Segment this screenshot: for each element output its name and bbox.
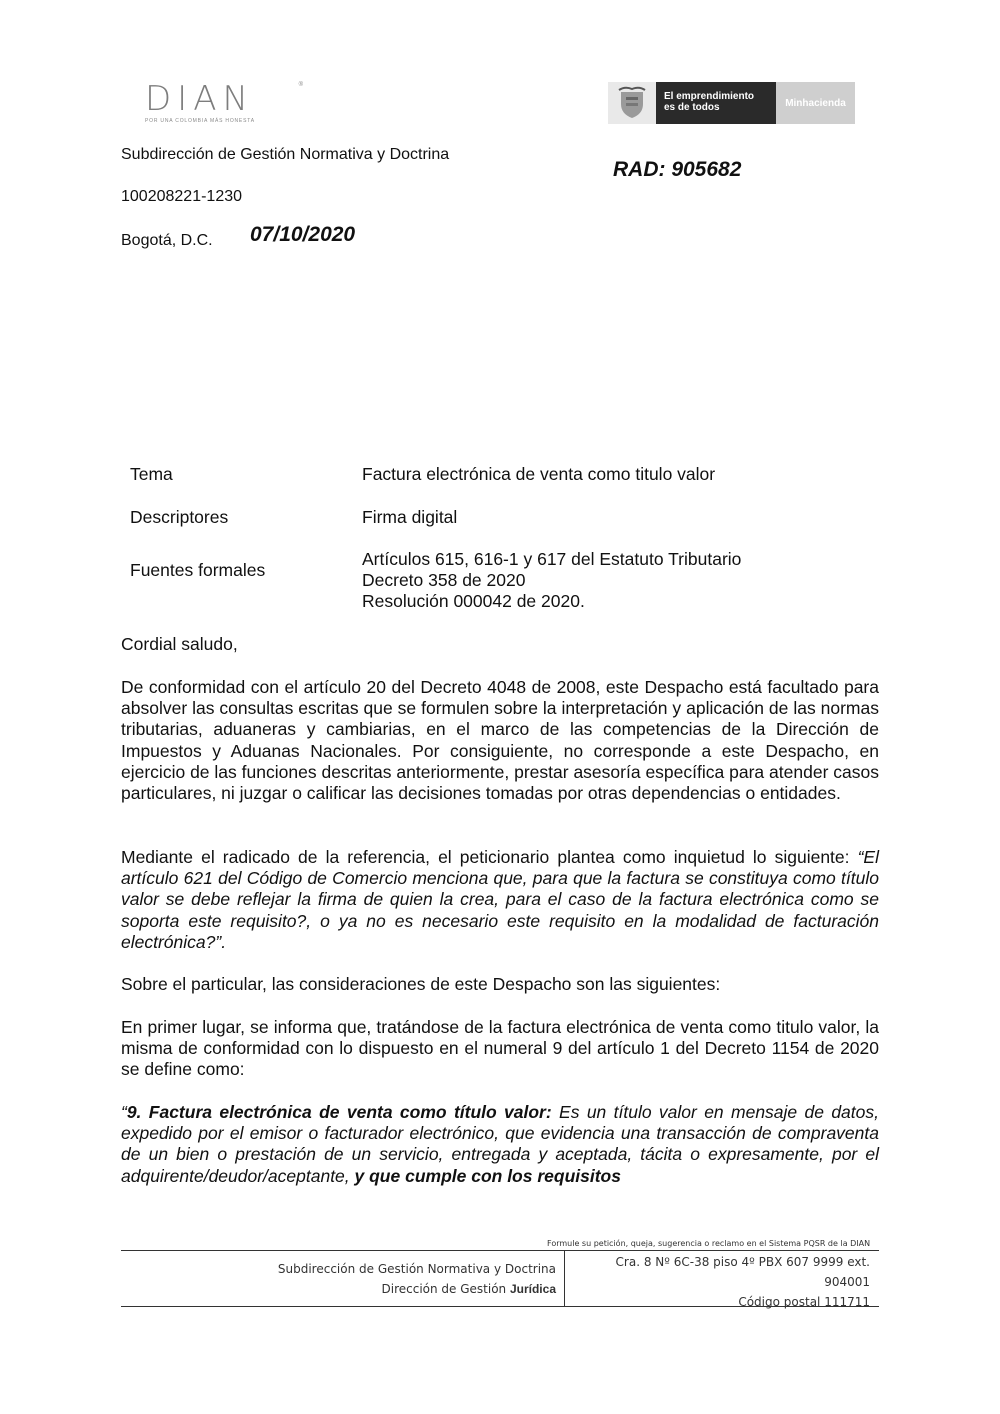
fuentes-label: Fuentes formales <box>130 560 266 580</box>
descriptores-value: Firma digital <box>362 507 458 527</box>
gov-slogan-line1: El emprendimiento <box>664 91 755 102</box>
definition-open-quote: “ <box>121 1102 127 1122</box>
definition-text: Es un título valor en mensaje de datos, expedido por el emisor o facturador electrónico, que evidencia una transacción de compraventa de un bien o prestación de un servicio, entregada y aceptada, tácita o expresamente, por el adquirente/deudor/aceptante, <box>121 1102 879 1186</box>
footer-divider <box>564 1250 565 1306</box>
question-intro: Mediante el radicado de la referencia, el peticionario plantea como inquietud lo siguiente: <box>121 847 858 867</box>
ministry-name: Minhacienda <box>776 82 855 124</box>
tema-label: Tema <box>130 464 173 484</box>
descriptores-label: Descriptores <box>130 507 229 527</box>
dian-logo-word: DIAN <box>145 79 254 119</box>
fuentes-value <box>362 549 741 612</box>
definition-text-bold: y que cumple con los requisitos <box>354 1165 621 1186</box>
footer-office-emph: Jurídica <box>509 1282 556 1296</box>
dian-logo <box>145 79 305 124</box>
fuentes-value-line: Artículos 615, 616-1 y 617 del Estatuto Tributario <box>362 549 742 569</box>
footer-office-line2 <box>200 1279 556 1299</box>
fuentes-value-line: Resolución 000042 de 2020. <box>362 591 585 611</box>
fuentes-value-line: Decreto 358 de 2020 <box>362 570 526 590</box>
paragraph-first-point: En primer lugar, se informa que, tratándose de la factura electrónica de venta como titulo valor, la misma de conformidad con lo dispuesto en el numeral 9 del artículo 1 del Decreto 1154 de 2020 se define como: <box>121 1017 879 1080</box>
pqsr-note: Formule su petición, queja, sugerencia o reclamo en el Sistema PQSR de la DIAN <box>547 1239 871 1248</box>
footer-address-line1: Cra. 8 Nº 6C-38 piso 4º PBX 607 9999 ext. <box>615 1255 870 1269</box>
city: Bogotá, D.C. <box>121 232 213 249</box>
paragraph-competence: De conformidad con el artículo 20 del Decreto 4048 de 2008, este Despacho está facultado para absolver las consultas escritas que se formulen sobre la interpretación y aplicación de las normas tributarias, aduaneras y cambiarias, en el marco de las competencias de la Dirección de Impuestos y Aduanas Nacionales. Por consiguiente, no corresponde a este Despacho, en ejercicio de las funciones descritas anteriormente, prestar asesoría específica para atender casos particulares, ni juzgar o calificar las decisiones tomadas por otras dependencias o entidades. <box>121 677 879 804</box>
tema-value: Factura electrónica de venta como titulo valor <box>362 464 716 484</box>
footer-address-line2: 904001 <box>824 1275 870 1289</box>
coat-of-arms-icon <box>608 82 656 124</box>
paragraph-question <box>121 847 879 953</box>
government-logo <box>608 82 855 124</box>
rad-stamp: RAD: 905682 <box>613 158 742 181</box>
dian-registered-mark: ® <box>298 82 303 88</box>
footer-top-rule <box>121 1250 879 1251</box>
date-stamp: 07/10/2020 <box>250 223 356 246</box>
footer-office-line1: Subdirección de Gestión Normativa y Doctrina <box>277 1262 556 1276</box>
gov-slogan <box>656 82 776 124</box>
footer-office-prefix: Dirección de Gestión <box>381 1282 510 1296</box>
definition-term: 9. Factura electrónica de venta como título valor: <box>126 1102 552 1122</box>
gov-slogan-line2: es de todos <box>664 102 720 113</box>
file-number: 100208221-1230 <box>121 188 243 205</box>
dian-tagline: POR UNA COLOMBIA MÁS HONESTA <box>145 118 255 124</box>
question-quote: “El artículo 621 del Código de Comercio menciona que, para que la factura se constituya como título valor se debe reflejar la firma de quien la crea, para el caso de la factura electrónica como se soporta este requisito?, o ya no es necesario este requisito en la modalidad de facturación electrónica?”. <box>121 847 879 952</box>
office-name: Subdirección de Gestión Normativa y Doctrina <box>121 146 450 163</box>
paragraph-considerations: Sobre el particular, las consideraciones de este Despacho son las siguientes: <box>121 974 721 994</box>
greeting: Cordial saludo, <box>121 634 238 654</box>
footer-address <box>572 1252 870 1312</box>
footer-address-line3: Código postal 111711 <box>738 1295 870 1309</box>
paragraph-definition <box>121 1102 879 1187</box>
footer-office <box>200 1259 556 1299</box>
